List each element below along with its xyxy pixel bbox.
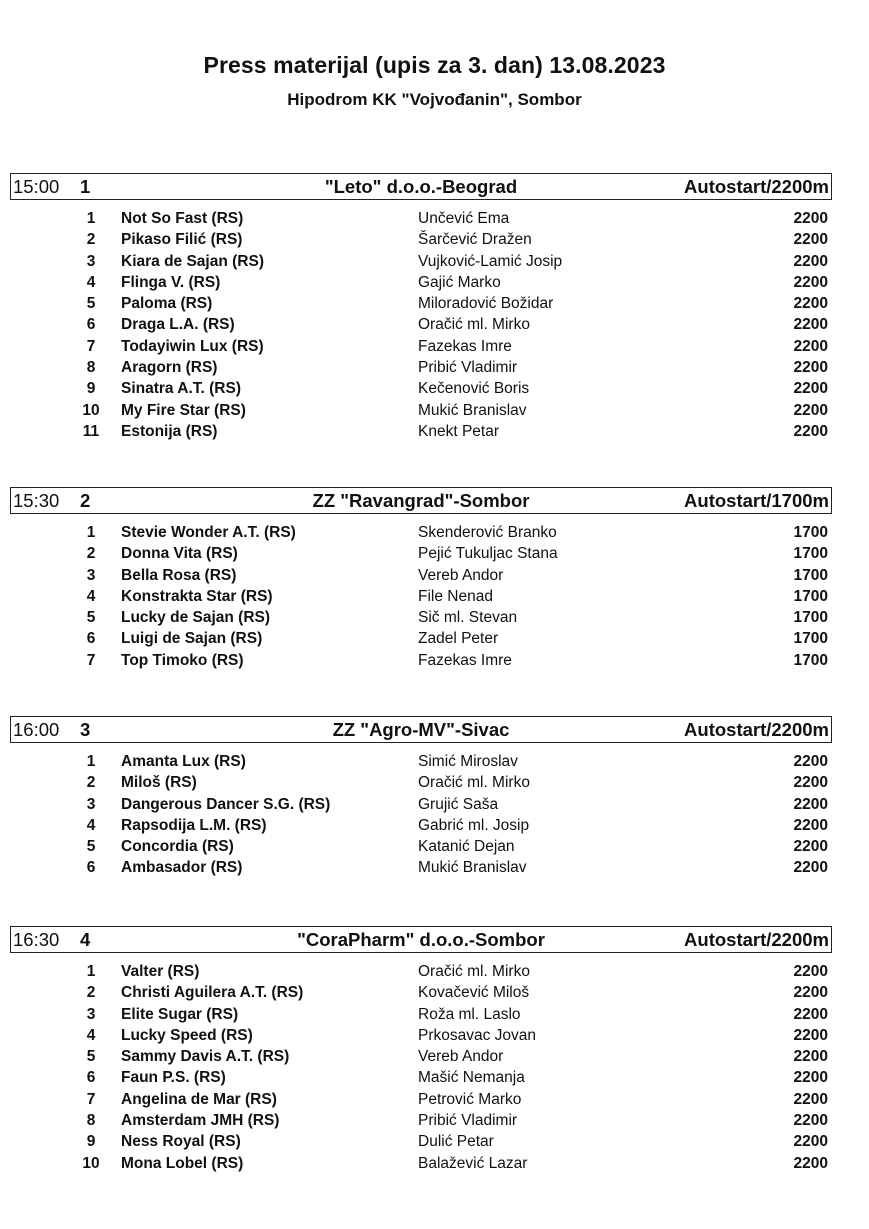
entry-distance: 2200	[793, 295, 828, 313]
entry-distance: 2200	[793, 816, 828, 834]
entry-number: 9	[86, 380, 96, 398]
entry-row	[10, 815, 832, 836]
horse-name: Christi Aguilera A.T. (RS)	[121, 984, 304, 1002]
entry-number: 6	[86, 1069, 96, 1087]
horse-name: Sammy Davis A.T. (RS)	[121, 1048, 290, 1066]
driver-name: File Nenad	[418, 587, 493, 605]
entry-distance: 2200	[793, 422, 828, 440]
driver-name: Grujić Saša	[418, 795, 499, 813]
entry-number: 10	[82, 1154, 100, 1172]
entry-number: 10	[82, 401, 100, 419]
entry-distance: 2200	[793, 210, 828, 227]
entry-number: 7	[86, 651, 96, 669]
race-header	[10, 173, 832, 200]
race-number: 1	[80, 176, 91, 197]
entry-number: 8	[86, 359, 96, 377]
entry-row	[10, 1153, 832, 1174]
driver-name: Gabrić ml. Josip	[418, 816, 530, 834]
entry-distance: 1700	[793, 587, 828, 605]
race-condition: Autostart/2200m	[684, 929, 829, 950]
entry-row	[10, 1067, 832, 1088]
driver-name: Skenderović Branko	[418, 524, 557, 541]
entry-row	[10, 857, 832, 878]
horse-name: Lucky Speed (RS)	[121, 1026, 253, 1044]
entry-distance: 1700	[793, 566, 828, 584]
driver-name: Prkosavac Jovan	[418, 1026, 537, 1044]
entry-row	[10, 650, 832, 671]
entry-distance: 2200	[793, 231, 828, 249]
entry-row	[10, 982, 832, 1003]
race-number: 3	[80, 719, 91, 740]
horse-name: Not So Fast (RS)	[121, 210, 244, 227]
driver-name: Oračić ml. Mirko	[418, 963, 530, 980]
horse-name: Donna Vita (RS)	[121, 545, 238, 563]
entry-number: 6	[86, 630, 96, 648]
driver-name: Oračić ml. Mirko	[418, 316, 530, 334]
race-time: 15:30	[13, 490, 60, 511]
entry-distance: 2200	[793, 963, 828, 980]
entry-row	[10, 1046, 832, 1067]
entry-number: 4	[86, 1026, 96, 1044]
entry-row	[10, 628, 832, 649]
entry-distance: 2200	[793, 1090, 828, 1108]
horse-name: Valter (RS)	[121, 963, 200, 980]
horse-name: Concordia (RS)	[121, 838, 234, 856]
driver-name: Fazekas Imre	[418, 337, 512, 355]
entry-distance: 1700	[793, 609, 828, 627]
horse-name: Mona Lobel (RS)	[121, 1154, 244, 1172]
entry-distance: 2200	[793, 1112, 828, 1130]
entry-list	[10, 208, 832, 442]
page-title: Press materijal (upis za 3. dan) 13.08.2023	[203, 52, 666, 78]
entry-distance: 2200	[793, 316, 828, 334]
entry-row	[10, 293, 832, 314]
driver-name: Mukić Branislav	[418, 401, 527, 419]
horse-name: Todayiwin Lux (RS)	[121, 337, 264, 355]
entry-number: 2	[86, 545, 96, 563]
entry-distance: 1700	[793, 524, 828, 541]
entry-row	[10, 208, 832, 229]
driver-name: Dulić Petar	[418, 1133, 494, 1151]
entry-distance: 2200	[793, 1026, 828, 1044]
entry-distance: 2200	[793, 1069, 828, 1087]
horse-name: Estonija (RS)	[121, 422, 218, 440]
entry-number: 7	[86, 337, 96, 355]
race-block	[10, 173, 832, 442]
driver-name: Mukić Branislav	[418, 859, 527, 877]
entry-distance: 2200	[793, 273, 828, 291]
horse-name: Draga L.A. (RS)	[121, 316, 235, 334]
entry-number: 2	[86, 984, 96, 1002]
horse-name: Angelina de Mar (RS)	[121, 1090, 277, 1108]
entry-number: 3	[86, 252, 96, 270]
horse-name: Paloma (RS)	[121, 295, 213, 313]
driver-name: Šarčević Dražen	[418, 231, 532, 249]
page-subtitle: Hipodrom KK "Vojvođanin", Sombor	[287, 90, 582, 109]
driver-name: Vereb Andor	[418, 566, 504, 584]
entry-number: 1	[86, 963, 96, 980]
entry-row	[10, 565, 832, 586]
entry-row	[10, 229, 832, 250]
entry-distance: 1700	[793, 630, 828, 648]
entry-number: 1	[86, 753, 96, 770]
horse-name: Lucky de Sajan (RS)	[121, 609, 271, 627]
horse-name: Pikaso Filić (RS)	[121, 231, 243, 249]
driver-name: Knekt Petar	[418, 422, 499, 440]
entry-number: 11	[82, 422, 100, 440]
entry-list	[10, 961, 832, 1174]
race-sponsor: "CoraPharm" d.o.o.-Sombor	[297, 929, 545, 950]
entry-list	[10, 751, 832, 879]
race-sponsor: ZZ "Agro-MV"-Sivac	[332, 719, 510, 740]
driver-name: Pejić Tukuljac Stana	[418, 545, 558, 563]
entry-row	[10, 836, 832, 857]
entry-distance: 2200	[793, 1133, 828, 1151]
entry-number: 5	[86, 1048, 96, 1066]
entry-distance: 2200	[793, 337, 828, 355]
entry-row	[10, 1025, 832, 1046]
driver-name: Kečenović Boris	[418, 380, 530, 398]
race-number: 4	[80, 929, 91, 950]
horse-name: Kiara de Sajan (RS)	[121, 252, 264, 270]
entry-distance: 2200	[793, 359, 828, 377]
driver-name: Kovačević Miloš	[418, 984, 530, 1002]
driver-name: Balažević Lazar	[418, 1154, 528, 1172]
horse-name: Elite Sugar (RS)	[121, 1005, 239, 1023]
driver-name: Sič ml. Stevan	[418, 609, 518, 627]
entry-row	[10, 1131, 832, 1152]
race-header	[10, 487, 832, 514]
driver-name: Oračić ml. Mirko	[418, 774, 530, 792]
race-header	[10, 716, 832, 743]
driver-name: Simić Miroslav	[418, 753, 518, 770]
race-number: 2	[80, 490, 91, 511]
entry-list	[10, 522, 832, 671]
entry-number: 5	[86, 838, 96, 856]
race-block	[10, 716, 832, 879]
horse-name: Rapsodija L.M. (RS)	[121, 816, 267, 834]
entry-distance: 2200	[793, 795, 828, 813]
entry-number: 5	[86, 295, 96, 313]
entry-row	[10, 378, 832, 399]
driver-name: Vereb Andor	[418, 1048, 504, 1066]
driver-name: Vujković-Lamić Josip	[418, 252, 563, 270]
horse-name: Aragorn (RS)	[121, 359, 218, 377]
entry-distance: 2200	[793, 401, 828, 419]
race-condition: Autostart/2200m	[684, 176, 829, 197]
entry-number: 3	[86, 795, 96, 813]
entry-distance: 1700	[793, 545, 828, 563]
entry-row	[10, 336, 832, 357]
driver-name: Pribić Vladimir	[418, 359, 518, 377]
race-sponsor: "Leto" d.o.o.-Beograd	[324, 176, 518, 197]
entry-row	[10, 400, 832, 421]
entry-distance: 1700	[793, 651, 828, 669]
entry-row	[10, 314, 832, 335]
horse-name: Amanta Lux (RS)	[121, 753, 246, 770]
race-time: 16:00	[13, 719, 60, 740]
horse-name: Amsterdam JMH (RS)	[121, 1112, 280, 1130]
race-block	[10, 487, 832, 671]
entry-distance: 2200	[793, 774, 828, 792]
entry-number: 1	[86, 210, 96, 227]
horse-name: My Fire Star (RS)	[121, 401, 246, 419]
entry-distance: 2200	[793, 380, 828, 398]
horse-name: Bella Rosa (RS)	[121, 566, 237, 584]
horse-name: Flinga V. (RS)	[121, 273, 221, 291]
entry-row	[10, 751, 832, 772]
entry-number: 6	[86, 316, 96, 334]
race-header	[10, 926, 832, 953]
entry-row	[10, 1004, 832, 1025]
entry-row	[10, 961, 832, 982]
driver-name: Zadel Peter	[418, 630, 499, 648]
entry-row	[10, 772, 832, 793]
entry-distance: 2200	[793, 838, 828, 856]
horse-name: Dangerous Dancer S.G. (RS)	[121, 795, 331, 813]
entry-number: 1	[86, 524, 96, 541]
race-condition: Autostart/2200m	[684, 719, 829, 740]
entry-number: 2	[86, 231, 96, 249]
driver-name: Gajić Marko	[418, 273, 501, 291]
race-time: 16:30	[13, 929, 60, 950]
entry-row	[10, 586, 832, 607]
race-block	[10, 926, 832, 1174]
entry-row	[10, 543, 832, 564]
entry-number: 7	[86, 1090, 96, 1108]
entry-row	[10, 421, 832, 442]
entry-row	[10, 272, 832, 293]
horse-name: Sinatra A.T. (RS)	[121, 380, 241, 398]
driver-name: Unčević Ema	[418, 210, 510, 227]
entry-distance: 2200	[793, 1048, 828, 1066]
entry-number: 4	[86, 587, 96, 605]
driver-name: Mašić Nemanja	[418, 1069, 525, 1087]
entry-row	[10, 1089, 832, 1110]
entry-distance: 2200	[793, 984, 828, 1002]
horse-name: Top Timoko (RS)	[121, 651, 244, 669]
driver-name: Katanić Dejan	[418, 838, 515, 856]
horse-name: Miloš (RS)	[121, 774, 197, 792]
entry-distance: 2200	[793, 1154, 828, 1172]
entry-distance: 2200	[793, 252, 828, 270]
driver-name: Fazekas Imre	[418, 651, 512, 669]
entry-number: 6	[86, 859, 96, 877]
entry-distance: 2200	[793, 1005, 828, 1023]
horse-name: Ambasador (RS)	[121, 859, 243, 877]
entry-distance: 2200	[793, 753, 828, 770]
entry-row	[10, 522, 832, 543]
entry-number: 3	[86, 566, 96, 584]
driver-name: Pribić Vladimir	[418, 1112, 518, 1130]
entry-row	[10, 794, 832, 815]
driver-name: Roža ml. Laslo	[418, 1005, 521, 1023]
entry-row	[10, 357, 832, 378]
entry-number: 4	[86, 816, 96, 834]
horse-name: Konstrakta Star (RS)	[121, 587, 273, 605]
race-time: 15:00	[13, 176, 60, 197]
entry-number: 9	[86, 1133, 96, 1151]
race-condition: Autostart/1700m	[684, 490, 829, 511]
entry-number: 8	[86, 1112, 96, 1130]
entry-number: 3	[86, 1005, 96, 1023]
entry-number: 2	[86, 774, 96, 792]
horse-name: Luigi de Sajan (RS)	[121, 630, 263, 648]
entry-row	[10, 607, 832, 628]
horse-name: Ness Royal (RS)	[121, 1133, 241, 1151]
entry-row	[10, 251, 832, 272]
entry-row	[10, 1110, 832, 1131]
race-sponsor: ZZ "Ravangrad"-Sombor	[312, 490, 530, 511]
driver-name: Petrović Marko	[418, 1090, 522, 1108]
driver-name: Miloradović Božidar	[418, 295, 554, 313]
entry-number: 4	[86, 273, 96, 291]
entry-distance: 2200	[793, 859, 828, 877]
horse-name: Faun P.S. (RS)	[121, 1069, 226, 1087]
entry-number: 5	[86, 609, 96, 627]
horse-name: Stevie Wonder A.T. (RS)	[121, 524, 296, 541]
